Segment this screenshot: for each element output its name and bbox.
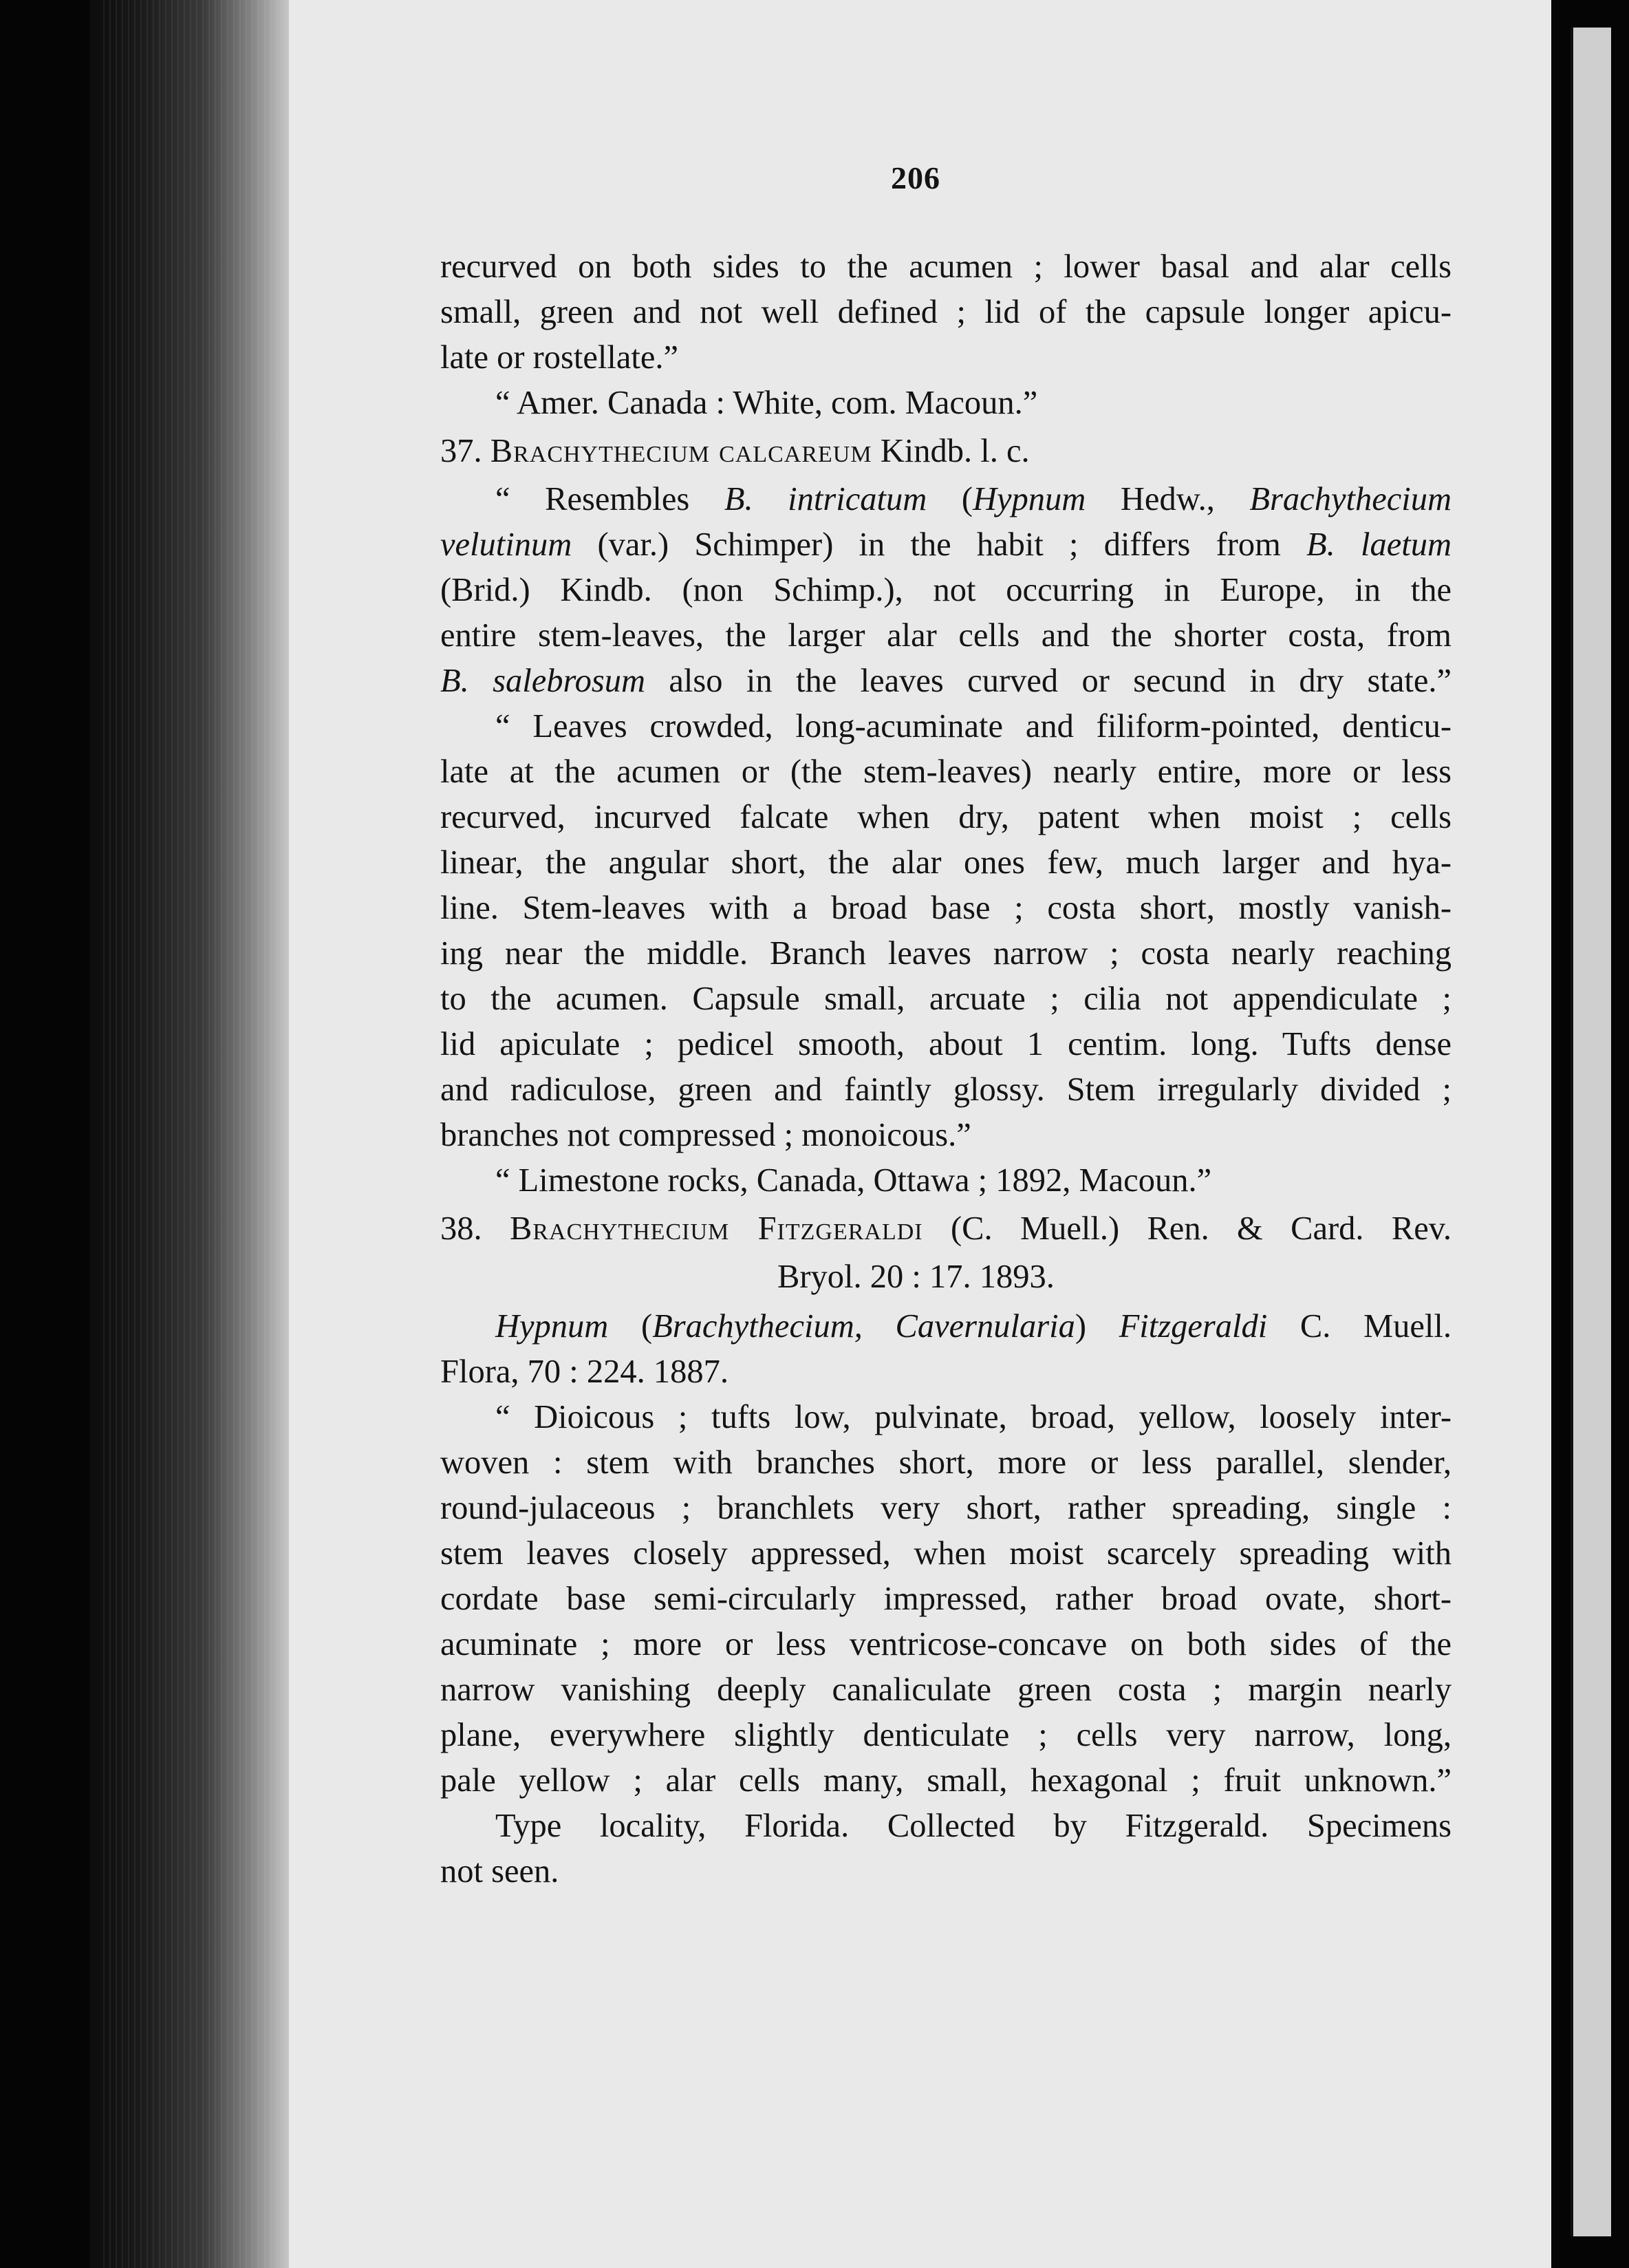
italic-run: B. salebrosum — [440, 663, 645, 699]
text-line: pale yellow ; alar cells many, small, hexagonal ; fruit unknown.” — [440, 1762, 1452, 1799]
text-run: “ Resembles — [495, 481, 724, 517]
page-body — [440, 162, 1452, 1894]
text-line: to the acumen. Capsule small, arcuate ; cilia not appendiculate ; — [440, 981, 1452, 1017]
text-line: “ Leaves crowded, long-acuminate and filiform-pointed, denticu- — [495, 708, 1452, 745]
text-line: late or rostellate.” — [440, 339, 679, 376]
text-run: (var.) Schimper) in the habit ; differs from — [572, 526, 1307, 563]
text-line: “ Amer. Canada : White, com. Macoun.” — [495, 385, 1038, 421]
text-line: recurved, incurved falcate when dry, patent when moist ; cells — [440, 799, 1452, 835]
text-line: acuminate ; more or less ventricose-concave on both sides of the — [440, 1626, 1452, 1662]
text-line: Type locality, Florida. Collected by Fitzgerald. Specimens — [495, 1808, 1452, 1844]
text-line: entire stem-leaves, the larger alar cells and the shorter costa, from — [440, 617, 1452, 654]
italic-run: Brachythecium, Cavernularia — [652, 1308, 1075, 1345]
text-run: ( — [927, 481, 973, 517]
header-spacer — [440, 162, 1452, 244]
text-run: Hedw., — [1086, 481, 1250, 517]
text-line: round-julaceous ; branchlets very short, rather spreading, single : — [440, 1490, 1452, 1526]
text-line: and radiculose, green and faintly glossy. Stem irregularly divided ; — [440, 1071, 1452, 1108]
species-name: Brachythecium calcareum — [490, 433, 872, 469]
italic-run: B. intricatum — [724, 481, 927, 517]
text-line: recurved on both sides to the acumen ; lower basal and alar cells — [440, 248, 1452, 285]
text-line: late at the acumen or (the stem-leaves) nearly entire, more or less — [440, 753, 1452, 790]
species-heading-38 — [440, 1203, 1452, 1254]
text-line — [440, 659, 1452, 704]
text-line — [440, 477, 1452, 522]
italic-run: Fitzgeraldi — [1119, 1308, 1268, 1345]
text-run: ( — [608, 1308, 653, 1345]
text-line: narrow vanishing deeply canaliculate green costa ; margin nearly — [440, 1671, 1452, 1708]
text-line: ing near the middle. Branch leaves narrow ; costa nearly reaching — [440, 935, 1452, 972]
species-heading-37 — [440, 426, 1452, 477]
species-authority: Kindb. l. c. — [880, 433, 1030, 469]
text-line — [440, 1304, 1452, 1349]
text-run: ) — [1075, 1308, 1119, 1345]
text-line: (Brid.) Kindb. (non Schimp.), not occurring in Europe, in the — [440, 572, 1452, 608]
text-line: stem leaves closely appressed, when moist scarcely spreading with — [440, 1535, 1452, 1572]
text-line: lid apiculate ; pedicel smooth, about 1 centim. long. Tufts dense — [440, 1026, 1452, 1062]
species-number: 38. — [440, 1210, 482, 1247]
text-line: cordate base semi-circularly impressed, rather broad ovate, short- — [440, 1581, 1452, 1617]
text-line: small, green and not well defined ; lid of the capsule longer apicu- — [440, 294, 1452, 330]
text-line: plane, everywhere slightly denticulate ; cells very narrow, long, — [440, 1717, 1452, 1753]
species-citation: Bryol. 20 : 17. 1893. — [777, 1259, 1055, 1295]
text-run: C. Muell. — [1267, 1308, 1452, 1345]
text-line — [440, 522, 1452, 568]
text-line: branches not compressed ; monoicous.” — [440, 1117, 971, 1153]
species-name: Brachythecium Fitzgeraldi — [509, 1210, 923, 1247]
italic-run: velutinum — [440, 526, 572, 563]
text-line: line. Stem-leaves with a broad base ; costa short, mostly vanish- — [440, 890, 1452, 926]
species-number: 37. — [440, 433, 482, 469]
text-line: Flora, 70 : 224. 1887. — [440, 1354, 729, 1390]
text-line: “ Limestone rocks, Canada, Ottawa ; 1892, Macoun.” — [495, 1162, 1212, 1199]
text-run: also in the leaves curved or secund in dry state.” — [645, 663, 1452, 699]
italic-run: Hypnum — [495, 1308, 609, 1345]
page-number: 206 — [891, 160, 940, 195]
text-line: “ Dioicous ; tufts low, pulvinate, broad, yellow, loosely inter- — [495, 1399, 1452, 1435]
species-authority: (C. Muell.) Ren. & Card. Rev. — [950, 1210, 1452, 1247]
text-line: woven : stem with branches short, more or less parallel, slender, — [440, 1444, 1452, 1481]
page-edges — [103, 0, 282, 2268]
facing-page-edge — [1571, 28, 1611, 2236]
italic-run: B. laetum — [1306, 526, 1452, 563]
text-line: linear, the angular short, the alar ones few, much larger and hya- — [440, 844, 1452, 881]
italic-run: Brachythecium — [1249, 481, 1452, 517]
italic-run: Hypnum — [972, 481, 1086, 517]
text-line: not seen. — [440, 1853, 559, 1890]
